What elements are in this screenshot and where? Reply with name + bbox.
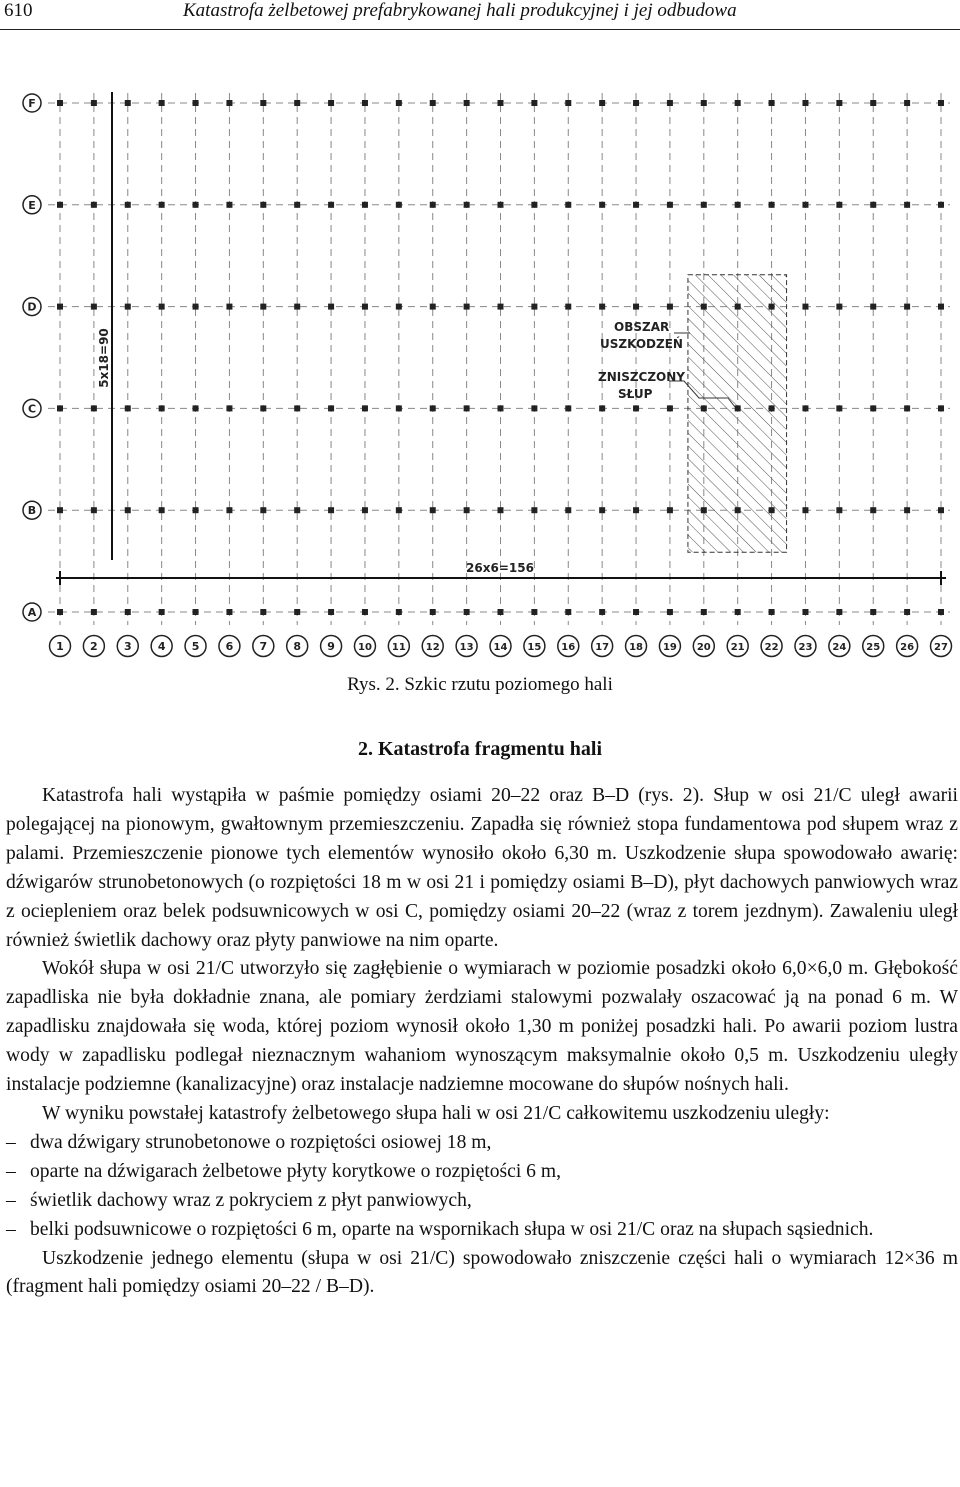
- column-marker: [802, 405, 808, 411]
- column-marker: [904, 405, 910, 411]
- column-marker: [633, 507, 639, 513]
- column-marker: [159, 405, 165, 411]
- page-number: 610: [4, 0, 33, 21]
- column-marker: [531, 202, 537, 208]
- column-marker: [836, 507, 842, 513]
- column-marker: [769, 202, 775, 208]
- column-marker: [531, 304, 537, 310]
- figure-caption: Rys. 2. Szkic rzutu poziomego hali: [347, 674, 613, 695]
- column-axis-label: 4: [157, 640, 166, 653]
- column-axis-label: 8: [293, 640, 302, 653]
- column-marker: [430, 304, 436, 310]
- column-marker: [226, 202, 232, 208]
- column-marker: [57, 202, 63, 208]
- column-marker: [159, 304, 165, 310]
- row-axis-label: E: [28, 198, 36, 212]
- column-axis-label: 23: [798, 642, 813, 653]
- column-marker: [125, 100, 131, 106]
- column-axis-label: 24: [832, 642, 847, 653]
- column-marker: [91, 507, 97, 513]
- column-marker: [396, 304, 402, 310]
- column-marker: [260, 304, 266, 310]
- row-axis-label: A: [27, 606, 37, 619]
- column-marker: [836, 304, 842, 310]
- column-marker: [701, 304, 707, 310]
- row-axis-label: F: [28, 97, 36, 110]
- column-axis-label: 2: [90, 640, 98, 653]
- column-marker: [57, 405, 63, 411]
- column-marker: [159, 100, 165, 106]
- column-marker: [667, 304, 673, 310]
- column-marker: [328, 304, 334, 310]
- column-marker: [633, 405, 639, 411]
- column-marker: [701, 507, 707, 513]
- list-item: – świetlik dachowy wraz z pokryciem z płyt panwiowych,: [6, 1187, 958, 1216]
- column-axis-label: 7: [259, 640, 268, 653]
- column-marker: [260, 202, 266, 208]
- column-marker: [498, 609, 504, 615]
- list-item: – dwa dźwigary strunobetonowe o rozpiętości osiowej 18 m,: [6, 1129, 958, 1158]
- column-marker: [701, 609, 707, 615]
- paragraph: Wokół słupa w osi 21/C utworzyło się zagłębienie o wymiarach w poziomie posadzki około 6,0×6,0 m. Głębokość zapadliska nie była dokładnie znana, ale pomiary żerdziami stalowymi pozwalały oszacować ją na ponad 6 m. W zapadlisku znajdowała się woda, której poziom wynosił około 1,30 m poniżej posadzki hali. Po awarii poziom lustra wody w zapadlisku podlegał nieznacznym wahaniom wynoszącym maksymalnie około 0,5 m. Uszkodzeniu uległy instalacje podziemne (kanalizacyjne) oraz instalacje nadziemne mocowane do słupów nośnych hali.: [6, 958, 958, 1096]
- column-marker: [430, 100, 436, 106]
- column-marker: [769, 304, 775, 310]
- label-destroyed-column-line2: SŁUP: [618, 387, 653, 401]
- column-marker: [464, 405, 470, 411]
- column-marker: [260, 609, 266, 615]
- column-marker: [904, 304, 910, 310]
- column-axis-label: 1: [56, 640, 64, 653]
- column-marker: [362, 405, 368, 411]
- column-marker: [193, 609, 199, 615]
- dimension-label-horizontal: 26x6=156: [466, 561, 534, 575]
- paragraph: Katastrofa hali wystąpiła w paśmie pomiędzy osiami 20–22 oraz B–D (rys. 2). Słup w osi 21/C uległ awarii polegającej na pionowym, gwałtownym przemieszczeniu. Zapadła się również stopa fundamentowa pod słupem wraz z palami. Przemieszczenie pionowe tych elementów wynosiło około 6,30 m. Uszkodzenie słupa spowodowało awarię: dźwigarów strunobetonowych (o rozpiętości 18 m w osi 21 i pomiędzy osiami B–D), płyt dachowych panwiowych wraz z ociepleniem oraz belek podsuwnicowych w osi C, pomiędzy osiami 20–22 (wraz z torem jezdnym). Zawaleniu uległ również świetlik dachowy oraz płyty panwiowe na nim oparte.: [6, 785, 958, 951]
- column-marker: [294, 405, 300, 411]
- column-marker: [701, 202, 707, 208]
- column-marker: [565, 405, 571, 411]
- paragraph: Uszkodzenie jednego elementu (słupa w osi 21/C) spowodowało zniszczenie części hali o wymiarach 12×36 m (fragment hali pomiędzy osiami 20–22 / B–D).: [6, 1247, 958, 1298]
- column-axis-label: 14: [493, 642, 508, 653]
- column-axis-label: 21: [730, 642, 745, 653]
- column-marker: [735, 304, 741, 310]
- column-marker: [565, 304, 571, 310]
- row-axis-label: D: [27, 300, 37, 314]
- column-marker: [836, 405, 842, 411]
- column-marker: [159, 507, 165, 513]
- column-marker: [260, 507, 266, 513]
- column-marker: [396, 507, 402, 513]
- column-marker: [870, 609, 876, 615]
- column-axis-label: 18: [629, 642, 643, 653]
- column-marker: [498, 100, 504, 106]
- column-axis-label: 26: [900, 642, 915, 653]
- column-axis-label: 27: [934, 642, 948, 653]
- page-header: [0, 0, 960, 26]
- column-marker: [193, 507, 199, 513]
- column-marker: [125, 202, 131, 208]
- column-axis-label: 15: [527, 642, 542, 653]
- column-marker: [599, 100, 605, 106]
- column-marker: [328, 507, 334, 513]
- column-marker: [328, 609, 334, 615]
- column-marker: [328, 202, 334, 208]
- column-marker: [464, 609, 470, 615]
- column-marker: [633, 304, 639, 310]
- column-marker: [836, 609, 842, 615]
- column-marker: [531, 507, 537, 513]
- column-axis-label: 9: [327, 640, 335, 653]
- column-marker: [870, 304, 876, 310]
- column-marker: [667, 609, 673, 615]
- column-marker: [667, 100, 673, 106]
- column-marker: [464, 304, 470, 310]
- column-marker: [362, 100, 368, 106]
- column-axis-label: 5: [191, 640, 200, 653]
- column-marker: [328, 100, 334, 106]
- column-marker: [836, 202, 842, 208]
- column-marker: [125, 609, 131, 615]
- label-destroyed-column-line1: ZNISZCZONY: [598, 370, 685, 384]
- column-marker: [938, 100, 944, 106]
- column-marker: [531, 609, 537, 615]
- column-marker: [836, 100, 842, 106]
- column-marker: [362, 304, 368, 310]
- column-marker: [464, 100, 470, 106]
- column-marker: [938, 609, 944, 615]
- column-axis-label: 3: [123, 640, 132, 653]
- column-marker: [531, 100, 537, 106]
- column-marker: [57, 507, 63, 513]
- column-axis-label: 6: [225, 640, 234, 653]
- column-marker: [565, 507, 571, 513]
- column-marker: [701, 100, 707, 106]
- column-marker: [57, 609, 63, 615]
- column-marker: [667, 202, 673, 208]
- column-marker: [91, 405, 97, 411]
- column-marker: [226, 507, 232, 513]
- column-marker: [904, 507, 910, 513]
- column-marker: [565, 609, 571, 615]
- body-text: [6, 782, 958, 1302]
- column-marker: [464, 202, 470, 208]
- column-marker: [294, 507, 300, 513]
- column-marker: [498, 304, 504, 310]
- label-damage-area-line1: OBSZAR: [614, 320, 670, 334]
- paragraph: W wyniku powstałej katastrofy żelbetowego słupa hali w osi 21/C całkowitemu uszkodzeniu uległy:: [42, 1102, 830, 1124]
- column-marker: [328, 405, 334, 411]
- column-marker: [396, 100, 402, 106]
- column-marker: [430, 507, 436, 513]
- column-marker: [870, 507, 876, 513]
- label-damage-area-line2: USZKODZEŃ: [600, 337, 683, 351]
- column-marker: [735, 100, 741, 106]
- column-marker: [667, 507, 673, 513]
- column-marker: [599, 304, 605, 310]
- column-marker: [91, 609, 97, 615]
- column-marker: [396, 609, 402, 615]
- column-marker: [260, 405, 266, 411]
- column-marker: [938, 405, 944, 411]
- column-marker: [565, 202, 571, 208]
- column-marker: [193, 202, 199, 208]
- column-axis-label: 13: [459, 642, 474, 653]
- column-marker: [802, 100, 808, 106]
- column-marker: [362, 202, 368, 208]
- column-marker: [938, 507, 944, 513]
- column-marker: [769, 100, 775, 106]
- column-axis-label: 20: [696, 642, 711, 653]
- column-marker: [904, 100, 910, 106]
- column-marker: [430, 405, 436, 411]
- column-marker: [193, 100, 199, 106]
- column-marker: [430, 609, 436, 615]
- damage-list: [6, 1129, 958, 1245]
- column-axis-label: 16: [561, 642, 576, 653]
- column-marker: [193, 304, 199, 310]
- column-marker: [294, 609, 300, 615]
- list-item: – oparte na dźwigarach żelbetowe płyty korytkowe o rozpiętości 6 m,: [6, 1158, 958, 1187]
- column-marker: [125, 405, 131, 411]
- column-marker: [802, 304, 808, 310]
- column-marker: [226, 304, 232, 310]
- column-axis-label: 12: [425, 642, 440, 653]
- column-marker: [769, 507, 775, 513]
- column-marker: [904, 202, 910, 208]
- column-marker: [294, 100, 300, 106]
- column-marker: [498, 507, 504, 513]
- column-marker: [735, 609, 741, 615]
- column-marker: [91, 202, 97, 208]
- dimension-label-vertical: 5x18=90: [97, 328, 111, 388]
- column-axis-label: 25: [866, 642, 881, 653]
- row-axis-label: C: [27, 402, 37, 416]
- column-marker: [701, 405, 707, 411]
- column-marker: [870, 405, 876, 411]
- column-marker: [193, 405, 199, 411]
- column-marker: [802, 202, 808, 208]
- column-marker: [396, 405, 402, 411]
- column-marker: [735, 405, 741, 411]
- column-marker: [735, 507, 741, 513]
- column-marker: [57, 304, 63, 310]
- column-marker: [362, 609, 368, 615]
- column-marker: [870, 202, 876, 208]
- column-marker: [667, 405, 673, 411]
- floor-plan-drawing: [0, 80, 960, 665]
- column-marker: [599, 507, 605, 513]
- column-marker: [633, 609, 639, 615]
- column-marker: [125, 304, 131, 310]
- column-marker: [802, 507, 808, 513]
- column-marker: [125, 507, 131, 513]
- column-marker: [599, 405, 605, 411]
- column-marker: [633, 100, 639, 106]
- column-marker: [159, 202, 165, 208]
- column-marker: [599, 609, 605, 615]
- column-marker: [226, 100, 232, 106]
- column-marker: [769, 405, 775, 411]
- column-marker: [294, 304, 300, 310]
- column-marker: [464, 507, 470, 513]
- column-marker: [294, 202, 300, 208]
- column-marker: [633, 202, 639, 208]
- list-item: – belki podsuwnicowe o rozpiętości 6 m, oparte na wspornikach słupa w osi 21/C oraz na słupach sąsiednich.: [6, 1216, 958, 1245]
- column-marker: [226, 609, 232, 615]
- column-marker: [904, 609, 910, 615]
- column-axis-label: 10: [358, 642, 372, 653]
- column-marker: [498, 405, 504, 411]
- column-marker: [91, 100, 97, 106]
- column-marker: [531, 405, 537, 411]
- running-title: Katastrofa żelbetowej prefabrykowanej hali produkcyjnej i jej odbudowa: [183, 0, 737, 21]
- section-title: 2. Katastrofa fragmentu hali: [357, 738, 603, 760]
- column-marker: [91, 304, 97, 310]
- column-marker: [396, 202, 402, 208]
- column-marker: [498, 202, 504, 208]
- column-marker: [57, 100, 63, 106]
- column-axis-label: 11: [391, 642, 406, 653]
- column-marker: [735, 202, 741, 208]
- row-axis-label: B: [27, 504, 37, 518]
- column-marker: [260, 100, 266, 106]
- column-marker: [938, 304, 944, 310]
- column-marker: [769, 609, 775, 615]
- column-marker: [226, 405, 232, 411]
- column-marker: [802, 609, 808, 615]
- column-marker: [870, 100, 876, 106]
- column-marker: [362, 507, 368, 513]
- column-marker: [938, 202, 944, 208]
- column-axis-label: 19: [662, 642, 677, 653]
- header-rule: [0, 29, 960, 30]
- column-marker: [159, 609, 165, 615]
- column-axis-label: 22: [764, 642, 779, 653]
- column-marker: [565, 100, 571, 106]
- column-marker: [430, 202, 436, 208]
- column-axis-label: 17: [595, 642, 610, 653]
- column-marker: [599, 202, 605, 208]
